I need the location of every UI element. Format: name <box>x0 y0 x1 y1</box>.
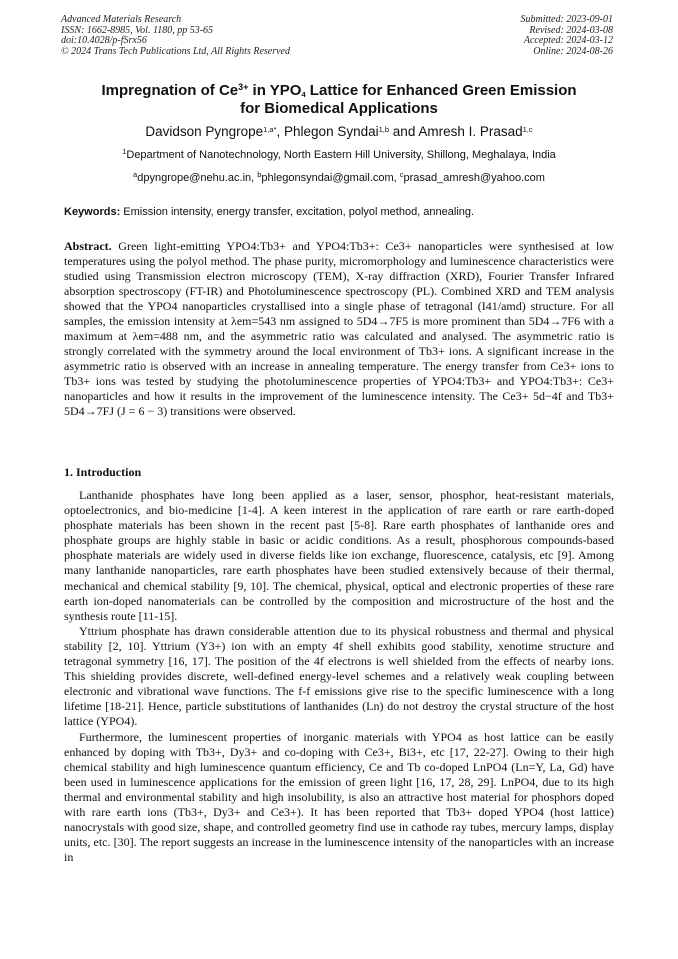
submission-dates <box>413 15 613 57</box>
revised-date: Revised: 2024-03-08 <box>529 24 613 36</box>
title-line-2: for Biomedical Applications <box>240 100 438 117</box>
author-1: Davidson Pyngrope <box>145 124 264 139</box>
email-c[interactable]: prasad_amresh@yahoo.com <box>403 172 545 184</box>
abstract-text: Green light-emitting YPO4:Tb3+ and YPO4:Tb3+: Ce3+ nanoparticles were synthesised at low temperatures using the polyol method. The phase purity, micromorphology and luminescence characteristics were studied using Transmission electron microscopy (TEM), X-ray diffraction (XRD), Fourier Transfer Infrared absorption spectroscopy (FT-IR) and Photoluminescence spectroscopy (PL). Combined XRD and TEM analysis showed that the YPO4 nanoparticles crystallised into a single phase of tetragonal (I41/amd) structure. For all samples, the emission intensity at λem=543 nm assigned to 5D4→7F5 is more prominent than 5D4→7F6 with a maximum at λem=488 nm, and the asymmetric ratio was calculated and analysed. The asymmetric ratio is strongly correlated with the symmetry around the local environment of Tb3+ ions. A significant increase in the asymmetric ratio is observed with an increase in annealing temperature. The energy transfer from Ce3+ ions to Tb3+ ions was tested by studying the photoluminescence properties of YPO4:Tb3+ and YPO4:Tb3+: Ce3+ nanoparticles and how it results in the improvement of the luminescence intensity. The Ce3+ 5d−4f and Tb3+ 5D4→7FJ (J = 6 − 3) transitions were observed. <box>64 239 614 418</box>
journal-doi[interactable]: doi:10.4028/p-fSrx56 <box>61 35 147 46</box>
email-a[interactable]: dpyngrope@nehu.ac.in, <box>137 172 258 184</box>
journal-copyright: © 2024 Trans Tech Publications Ltd, All Rights Reserved <box>61 45 290 57</box>
journal-name: Advanced Materials Research <box>61 14 182 25</box>
author-emails: $^a$dpyngrope@nehu.ac.in, $^b$phlegonsyndai@gmail.com, $^c$prasad_amresh@yahoo.com <box>133 170 545 184</box>
author-2: , Phlegon Syndai <box>276 124 379 139</box>
abstract <box>64 239 614 419</box>
online-date: Online: 2024-08-26 <box>533 45 613 57</box>
intro-paragraph-2: Yttrium phosphate has drawn considerable attention due to its physical robustness and thermal and physical stability [2, 10]. Yttrium (Y3+) ion with an empty 4f shell exhibits good stability, xenotime structure and tetragonal symmetry [16, 17]. The position of the 4f electrons is well shielded from the effects of nearby ions. This shielding provides discrete, well-defined energy-level schemes and a relatively weak coupling between electronic and vibrational wave functions. The f-f emissions give rise to the specific luminescence with a long lifetime [18-21]. Hence, particle substitutions of lanthanides (Ln) do not destroy the crystal structure of the host lattice (YPO4). <box>64 623 614 729</box>
accepted-date: Accepted: 2024-03-12 <box>523 35 613 46</box>
intro-paragraph-3: Furthermore, the luminescent properties of inorganic materials with YPO4 as host lattice can be easily enhanced by doping with Tb3+, Dy3+ and co-doping with Ce3+, Bi3+, etc [17, 22-27]. Owing to their high chemical stability and high luminescence quantum efficiency, Ce and Tb co-doped LnPO4 (Ln=Y, La, Gd) have been used in luminescence applications for the emission of green light [16, 17, 28, 29]. LnPO4, due to its high thermal and environmental stability and high insolubility, is also an attractive host material for phosphors doped with rare earth ions (Tb3+, Dy3+ and Ce3+). It has been reported that Tb3+ doped YPO4 (host lattice) nanocrystals with good size, shape, and controlled geometry find use in cathode ray tubes, mercury lamps, display units, etc. [30]. The report suggests an increase in the luminescence intensity of the nanoparticles with an increase in <box>64 729 614 865</box>
keywords <box>64 206 624 219</box>
email-b[interactable]: phlegonsyndai@gmail.com, <box>261 172 400 184</box>
journal-info <box>61 15 391 57</box>
author-list: Davidson Pyngrope$^{1,a*}$, Phlegon Syndai$^{1,b}$ and Amresh I. Prasad$^{1,c}$ <box>145 124 533 139</box>
journal-issn: ISSN: 1662-8985, Vol. 1180, pp 53-65 <box>61 24 214 36</box>
section-heading-introduction: 1. Introduction <box>64 465 142 479</box>
intro-paragraph-1: Lanthanide phosphates have long been applied as a laser, sensor, phosphor, heat-resistant materials, optoelectronics, and bio-medicine [1-4]. A keen interest in the application of rare earth or rare earth-doped phosphate materials has been shown in the recent past [5-8]. Rare earth phosphates of lanthanide ores and phosphate groups are highly stable in basic or acidic conditions. As a result, phosphorous compounds-based phosphate materials are widely used in diverse fields like ion exchange, fluorescence, catalysis, etc [9]. Among many lanthanide nanoparticles, rare earth phosphates have been studied extensively because of their thermal, mechanical and chemical stability [9, 10]. The chemical, physical, optical and electronic properties of these rare earth ion-doped nanomaterials can be controlled by the composition and microstructure of the host and the synthesis route [11-15]. <box>64 488 614 623</box>
title-line-1: Impregnation of $Ce^{3+}$ in $YPO_4$ Lattice for Enhanced Green Emission <box>101 82 577 99</box>
abstract-label: Abstract. <box>64 239 112 253</box>
keywords-label: Keywords: <box>64 206 121 218</box>
introduction-body <box>64 488 614 865</box>
paper-title <box>60 82 618 118</box>
keywords-text: Emission intensity, energy transfer, excitation, polyol method, annealing. <box>120 206 475 218</box>
submitted-date: Submitted: 2023-09-01 <box>520 14 613 25</box>
author-3: and Amresh I. Prasad <box>389 124 523 139</box>
affiliation: $^1$Department of Nanotechnology, North Eastern Hill University, Shillong, Meghalaya, India <box>122 147 556 161</box>
